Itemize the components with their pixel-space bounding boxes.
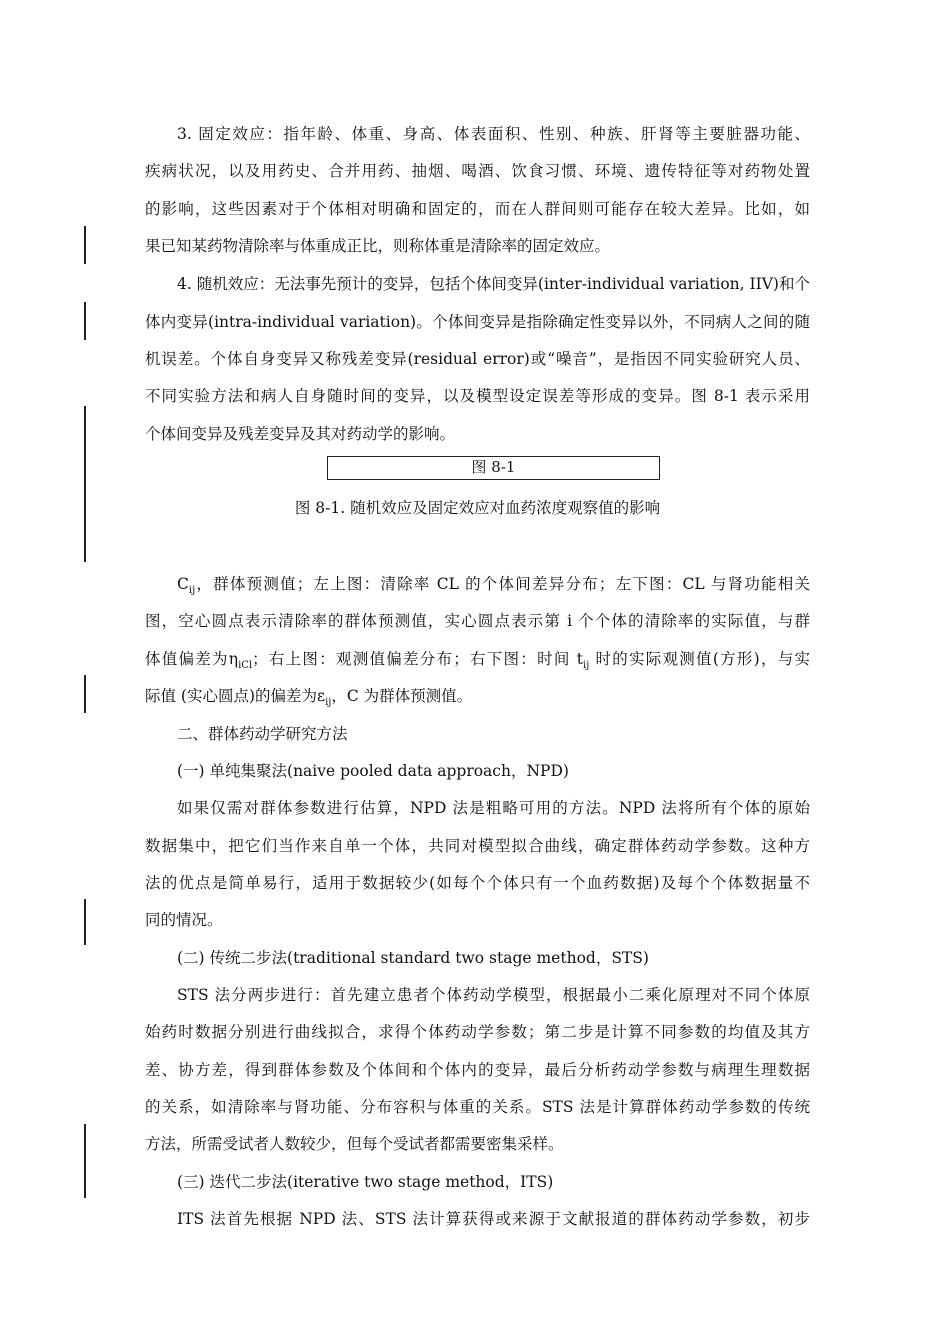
- npd-line-3: 法的优点是简单易行，适用于数据较少(如每个个体只有一个血药数据)及每个个体数据量不: [145, 874, 810, 892]
- fixed-effect-line-4: 果已知某药物清除率与体重成正比，则称体重是清除率的固定效应。: [145, 237, 611, 255]
- revision-bar: [84, 226, 86, 264]
- sts-line-4: 的关系，如清除率与肾功能、分布容积与体重的关系。STS 法是计算群体药动学参数的传统: [145, 1098, 810, 1116]
- npd-line-2: 数据集中，把它们当作来自单一个体，共同对模型拟合曲线，确定群体药动学参数。这种方: [145, 837, 810, 855]
- its-line-1: ITS 法首先根据 NPD 法、STS 法计算获得或来源于文献报道的群体药动学参数，初步: [177, 1210, 810, 1228]
- its-heading: (三) 迭代二步法(iterative two stage method，ITS): [177, 1173, 554, 1191]
- revision-bar: [84, 1124, 86, 1198]
- t-subscript: ij: [583, 660, 590, 671]
- legend-sub-ij: ij: [188, 585, 196, 596]
- random-effect-line-1: 4. 随机效应：无法事先预计的变异，包括个体间变异(inter-individual variation, IIV)和个: [177, 275, 810, 293]
- legend-text: ，C 为群体预测值。: [331, 687, 473, 705]
- revision-bar: [84, 406, 86, 562]
- sts-line-3: 差、协方差，得到群体参数及个体间和个体内的变异，最后分析药动学参数与病理生理数据: [145, 1061, 810, 1079]
- legend-text: ；右上图：观测值偏差分布；右下图：时间 t: [252, 650, 583, 668]
- epsilon-symbol: ε: [317, 687, 326, 705]
- legend-line-4: [145, 686, 810, 713]
- random-effect-line-5: 个体间变异及残差变异及其对药动学的影响。: [145, 425, 456, 443]
- figure-caption: 图 8-1. 随机效应及固定效应对血药浓度观察值的影响: [294, 499, 661, 517]
- random-effect-line-3: 机误差。个体自身变异又称残差变异(residual error)或“噪音”，是指因不同实验研究人员、: [145, 350, 810, 368]
- figure-placeholder-box: 图 8-1: [327, 456, 660, 480]
- revision-bar: [84, 675, 86, 713]
- revision-bar: [84, 899, 86, 945]
- epsilon-subscript: ij: [325, 697, 332, 708]
- sts-line-2: 始药时数据分别进行曲线拟合，求得个体药动学参数；第二步是计算不同参数的均值及其方: [145, 1023, 810, 1041]
- random-effect-line-2: 体内变异(intra-individual variation)。个体间变异是指除确定性变异以外，不同病人之间的随: [145, 313, 810, 331]
- section-heading: 二、群体药动学研究方法: [177, 725, 348, 743]
- npd-line-1: 如果仅需对群体参数进行估算，NPD 法是粗略可用的方法。NPD 法将所有个体的原始: [177, 799, 810, 817]
- fixed-effect-line-3: 的影响，这些因素对于个体相对明确和固定的，而在人群间则可能存在较大差异。比如，如: [145, 200, 810, 218]
- legend-text: 时的实际观测值(方形)，与实: [589, 650, 810, 668]
- revision-bar: [84, 302, 86, 340]
- eta-symbol: η: [228, 650, 239, 668]
- random-effect-line-4: 不同实验方法和病人自身随时间的变异，以及模型设定误差等形成的变异。图 8-1 表示采用: [145, 387, 810, 405]
- legend-text: 际值 (实心圆点)的偏差为: [145, 687, 318, 705]
- legend-text: 体值偏差为: [145, 650, 229, 668]
- fixed-effect-line-1: 3. 固定效应：指年龄、体重、身高、体表面积、性别、种族、肝肾等主要脏器功能、: [177, 125, 810, 143]
- fixed-effect-line-2: 疾病状况，以及用药史、合并用药、抽烟、喝酒、饮食习惯、环境、遗传特征等对药物处置: [145, 162, 810, 180]
- legend-symbol-c: C: [177, 575, 189, 593]
- legend-line-2: 图，空心圆点表示清除率的群体预测值，实心圆点表示第 i 个个体的清除率的实际值，与群: [145, 612, 810, 630]
- sts-heading: (二) 传统二步法(traditional standard two stage method，STS): [177, 949, 649, 967]
- npd-heading: (一) 单纯集聚法(naive pooled data approach，NPD): [177, 762, 569, 780]
- npd-line-4: 同的情况。: [145, 911, 223, 929]
- legend-text: ，群体预测值；左上图：清除率 CL 的个体间差异分布；左下图：CL 与肾功能相关: [195, 575, 810, 593]
- sts-line-1: STS 法分两步进行：首先建立患者个体药动学模型，根据最小二乘化原理对不同个体原: [177, 986, 810, 1004]
- legend-line-1: [177, 574, 810, 601]
- eta-subscript: iCl: [238, 660, 253, 671]
- sts-line-5: 方法，所需受试者人数较少，但每个受试者都需要密集采样。: [145, 1135, 564, 1153]
- legend-line-3: [145, 649, 810, 676]
